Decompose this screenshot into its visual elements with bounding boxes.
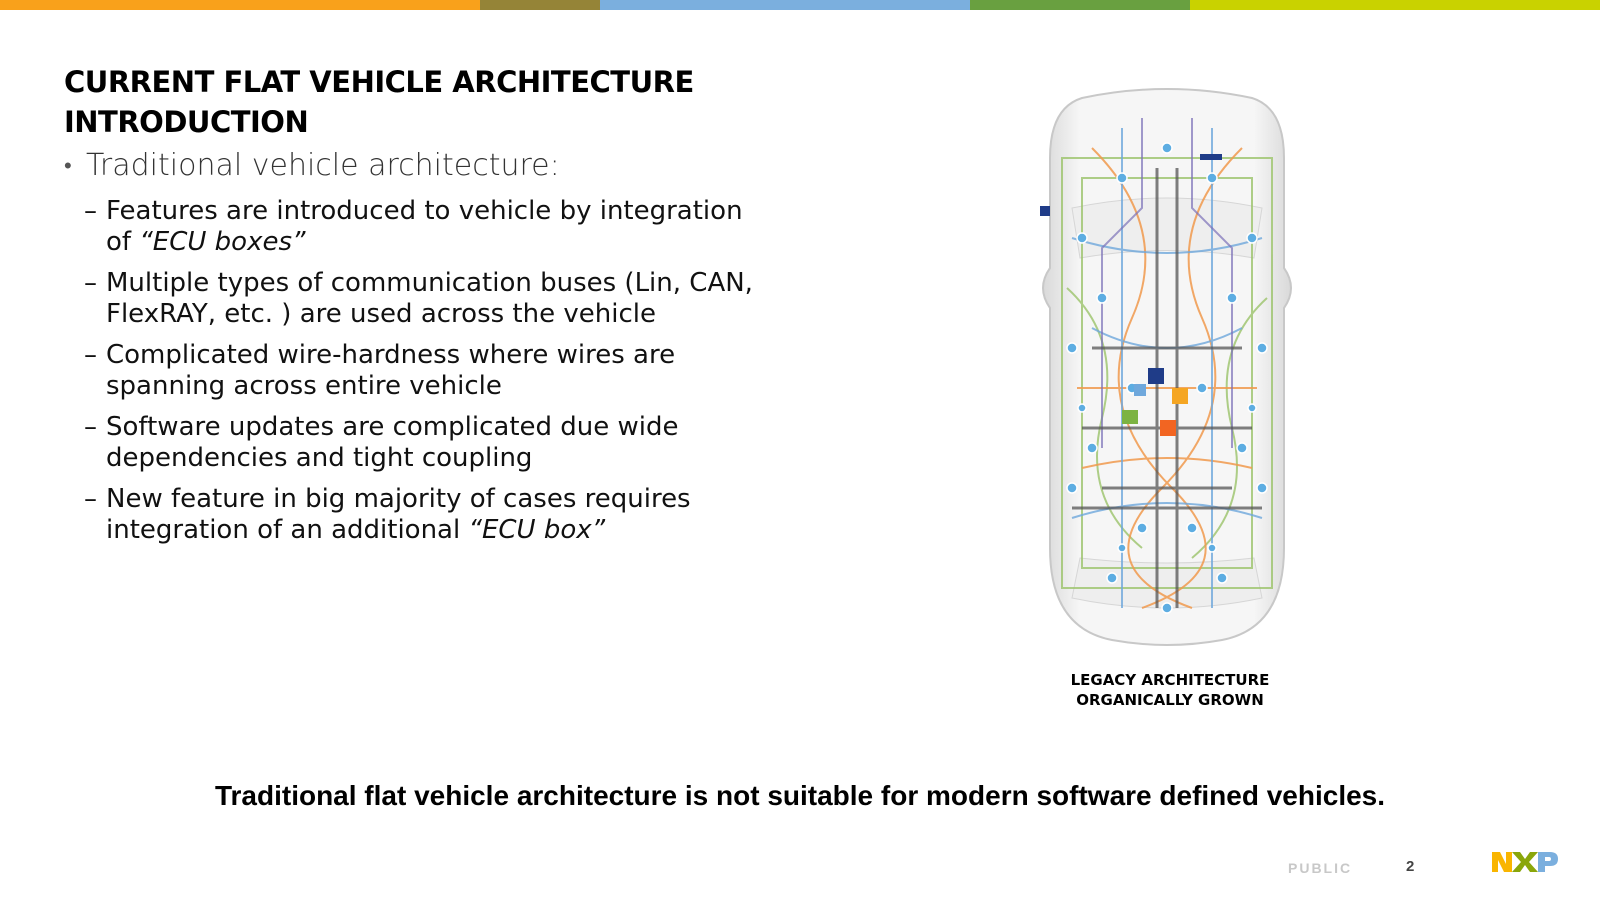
top-color-bar xyxy=(0,0,1600,10)
sub-bullet-dash: – xyxy=(84,412,97,442)
sub-bullet-dash: – xyxy=(84,196,97,226)
bullet-text: Traditional vehicle architecture: xyxy=(86,148,560,183)
sub-bullet-item xyxy=(84,196,764,258)
sub-bullet-item xyxy=(84,412,764,474)
sub-bullet-dash: – xyxy=(84,268,97,298)
caption-line-2: ORGANICALLY GROWN xyxy=(1076,691,1264,709)
bullet-list xyxy=(64,148,764,546)
bullet-dot: • xyxy=(64,154,72,179)
sub-bullet-text: Software updates are complicated due wide dependencies and tight coupling xyxy=(106,412,679,473)
sub-bullet-item xyxy=(84,340,764,402)
classification-label: PUBLIC xyxy=(1288,860,1353,876)
color-segment-olive xyxy=(480,0,600,10)
sub-bullet-item xyxy=(84,484,764,546)
sub-bullet-emphasis: “ECU boxes” xyxy=(139,227,306,257)
bullet-item xyxy=(64,148,764,186)
figure-caption xyxy=(1020,670,1320,710)
sub-bullet-text: Features are introduced to vehicle by integration of xyxy=(106,196,743,257)
rear-window xyxy=(1072,558,1262,608)
slide-title: CURRENT FLAT VEHICLE ARCHITECTURE INTRODUCTION xyxy=(64,65,694,139)
sub-bullet-text: New feature in big majority of cases requires integration of an additional xyxy=(106,484,691,545)
page-number: 2 xyxy=(1406,858,1415,875)
sub-bullet-dash: – xyxy=(84,484,97,514)
windshield xyxy=(1072,198,1262,258)
color-segment-orange xyxy=(0,0,480,10)
conclusion-text: Traditional flat vehicle architecture is not suitable for modern software defined vehicles. xyxy=(214,780,1386,811)
sub-bullet-dash: – xyxy=(84,340,97,370)
sub-bullet-item xyxy=(84,268,764,330)
nxp-logo xyxy=(1490,848,1560,876)
caption-line-1: LEGACY ARCHITECTURE xyxy=(1070,671,1270,689)
sub-bullet-text: Complicated wire-hardness where wires are spanning across entire vehicle xyxy=(106,340,676,401)
color-segment-lime xyxy=(1190,0,1600,10)
vehicle-architecture-figure xyxy=(1022,88,1312,648)
sub-bullet-text: Multiple types of communication buses (Lin, CAN, FlexRAY, etc. ) are used across the vehicle xyxy=(106,268,753,329)
color-segment-blue xyxy=(600,0,970,10)
sub-bullet-emphasis: “ECU box” xyxy=(468,515,606,545)
color-segment-green xyxy=(970,0,1190,10)
